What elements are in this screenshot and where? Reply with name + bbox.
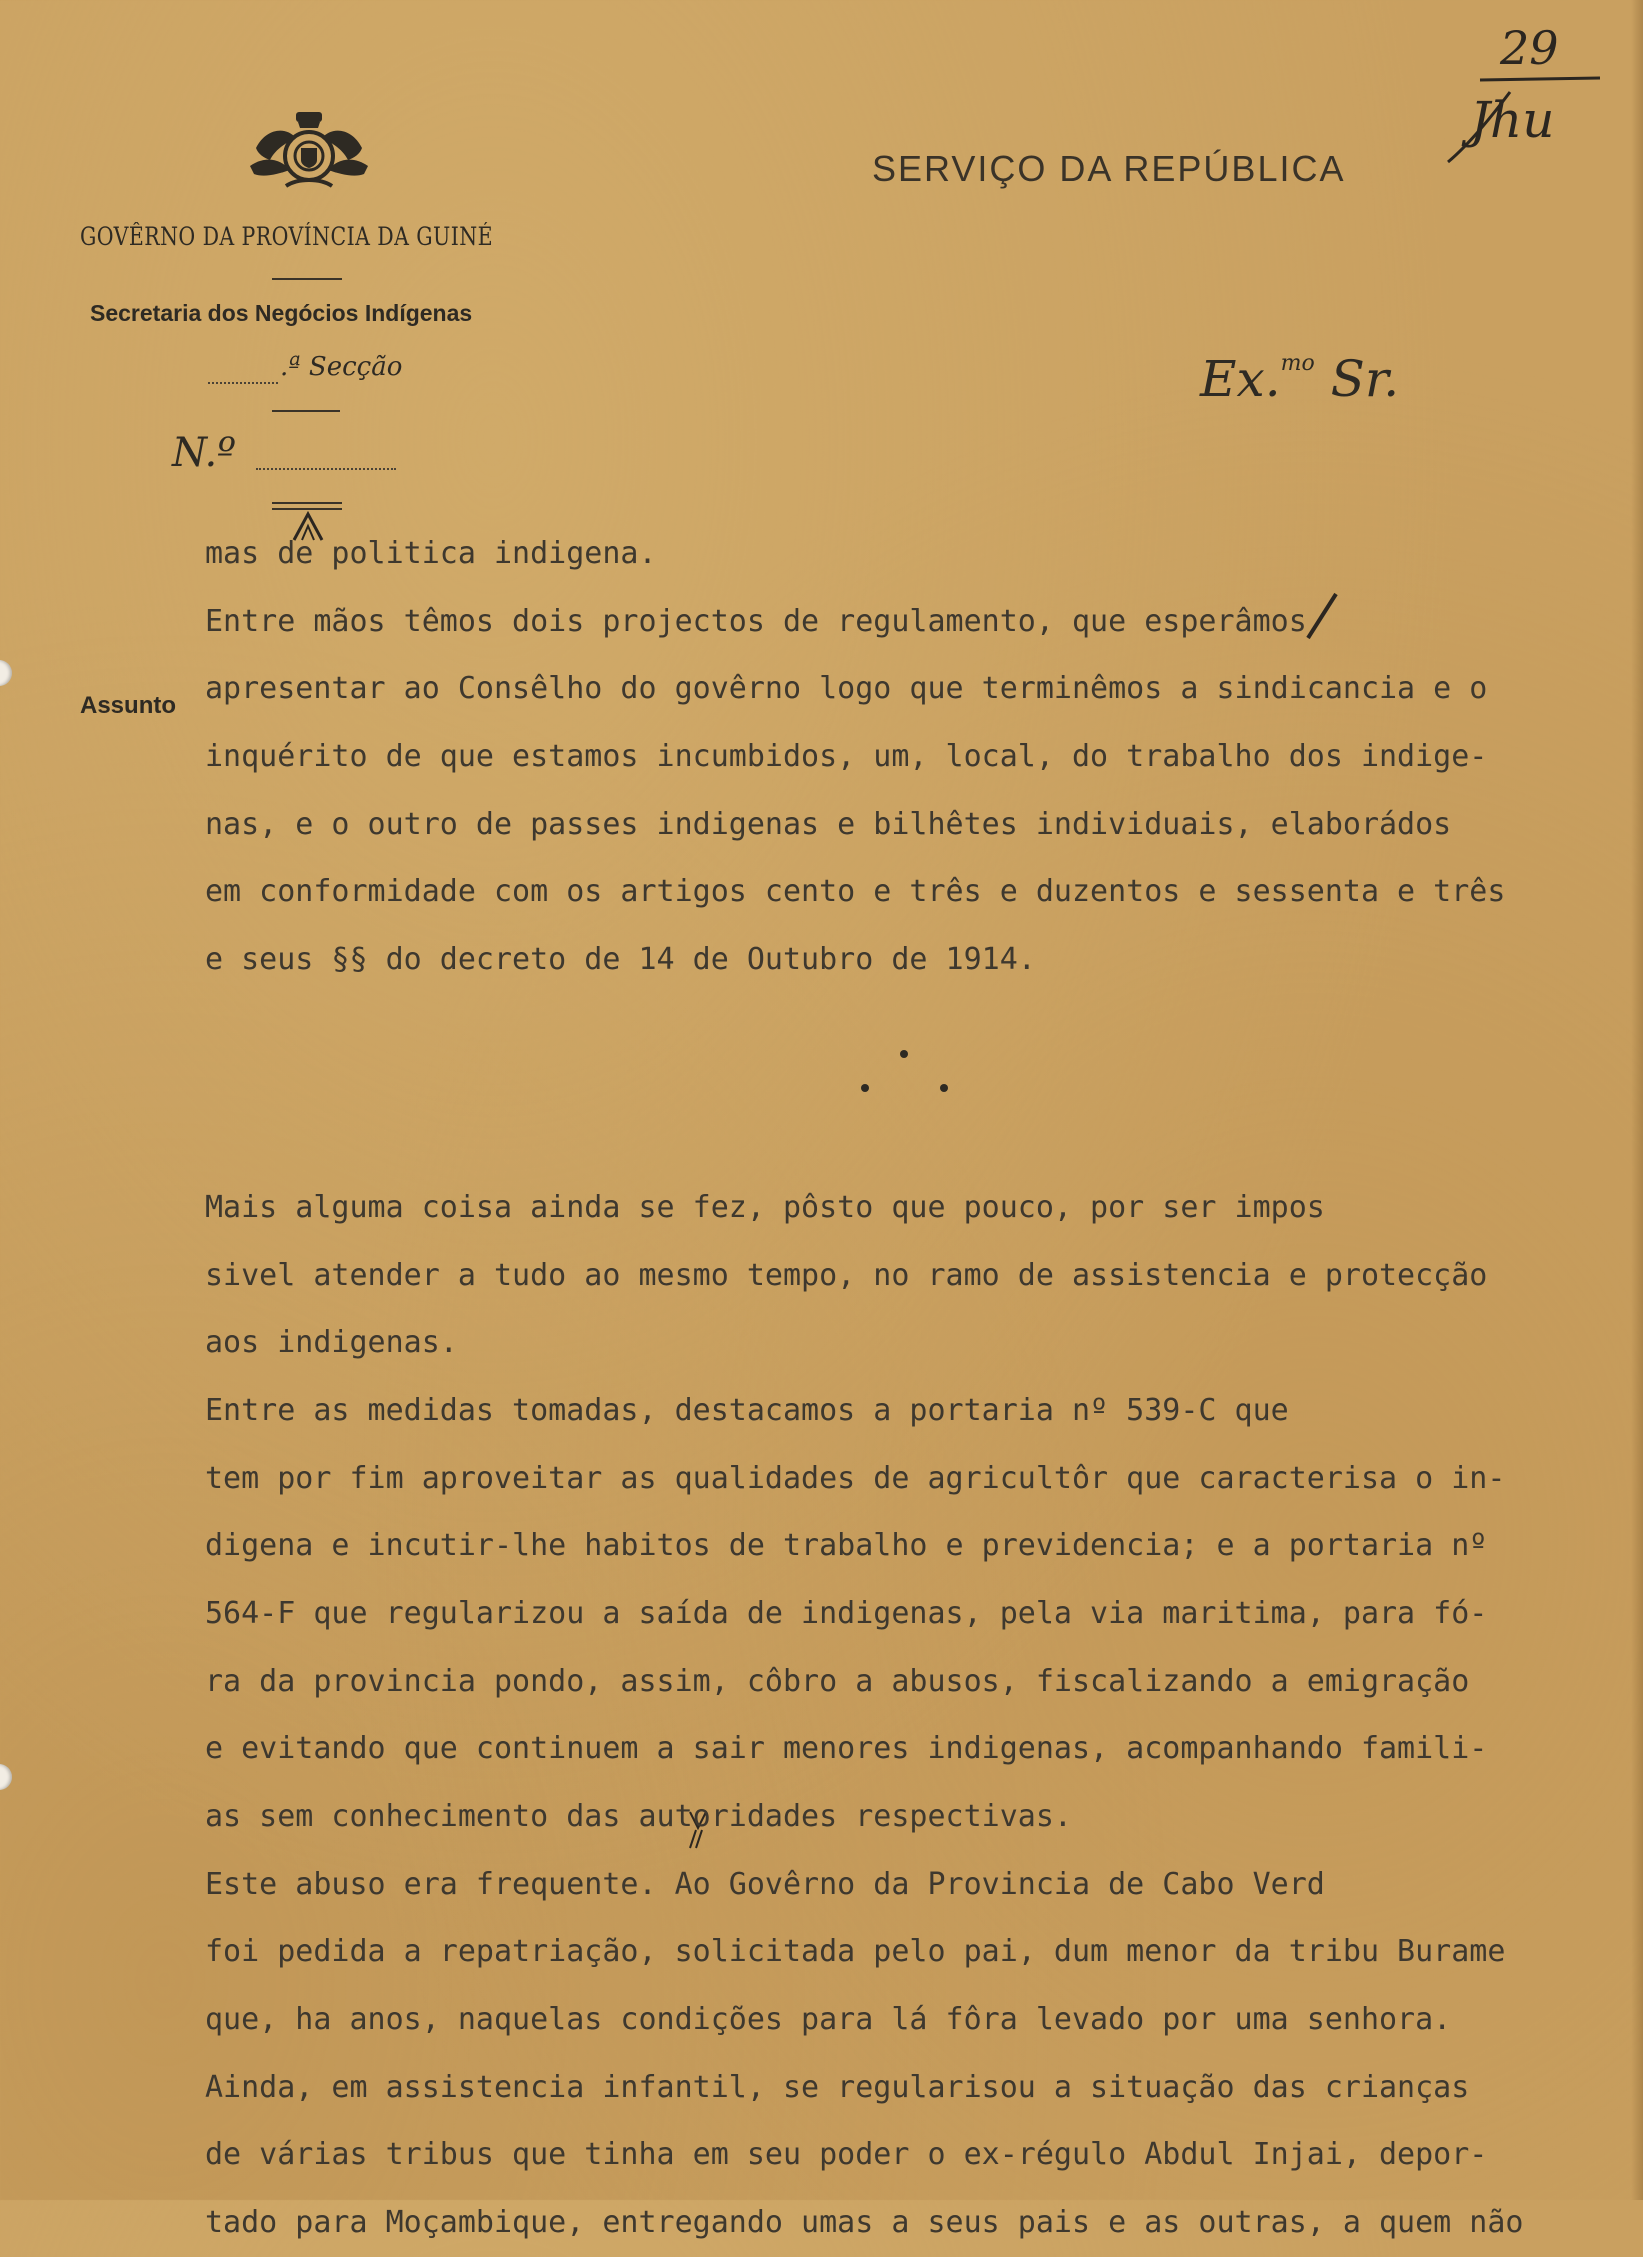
body-line: tem por fim aproveitar as qualidades de agricultôr que caracterisa o in-: [205, 1460, 1506, 1496]
body-line: e evitando que continuem a sair menores indigenas, acompanhando famili-: [205, 1731, 1488, 1767]
separator-dot: [861, 1084, 869, 1092]
section-separator: [205, 994, 1635, 1174]
body-line: que, ha anos, naquelas condições para lá fôra levado por uma senhora.: [205, 2002, 1452, 2038]
punch-hole-bottom: [0, 1764, 12, 1790]
body-line: aos indigenas.: [205, 1325, 458, 1361]
body-line: mas de politica indigena.: [205, 536, 657, 571]
number-label: N.º: [172, 430, 236, 476]
salutation-sup: mo: [1280, 351, 1315, 376]
letter-body: [205, 520, 1635, 2257]
punch-hole-top: [0, 660, 12, 686]
salutation-end: Sr.: [1314, 350, 1400, 408]
divider-3: [272, 502, 342, 504]
salutation: [1200, 350, 1399, 408]
body-line: em conformidade com os artigos cento e três e duzentos e sessenta e três: [205, 874, 1506, 910]
body-line: Ainda, em assistencia infantil, se regularisou a situação das crianças: [205, 2069, 1470, 2105]
body-line: nas, e o outro de passes indigenas e bilhêtes individuais, elaborádos: [205, 806, 1452, 842]
section-label: .ª Secção: [280, 352, 403, 382]
secretariat-title: Secretaria dos Negócios Indígenas: [90, 300, 473, 326]
separator-dot: [900, 1050, 908, 1058]
section-field-line: [208, 360, 278, 384]
body-line: 564-F que regularizou a saída de indigenas, pela via maritima, para fó-: [205, 1595, 1488, 1631]
body-line: as sem conhecimento das autoridades respectivas.: [205, 1799, 1072, 1834]
salutation-main: Ex.: [1200, 350, 1281, 408]
initials: Jhu: [1470, 91, 1555, 149]
body-line: e seus §§ do decreto de 14 de Outubro de 1914.: [205, 942, 1036, 978]
coat-of-arms-icon: [246, 108, 372, 198]
body-line: foi pedida a repatriação, solicitada pelo pai, dum menor da tribu Burame: [205, 1934, 1506, 1970]
service-heading: SERVIÇO DA REPÚBLICA: [872, 148, 1346, 189]
body-line: de várias tribus que tinha em seu poder o ex-régulo Abdul Injai, depor-: [205, 2137, 1488, 2173]
divider-1: [272, 278, 342, 280]
body-line: ra da provincia pondo, assim, côbro a abusos, fiscalizando a emigração: [205, 1663, 1470, 1699]
body-line: digena e incutir-lhe habitos de trabalho e previdencia; e a portaria nº: [205, 1528, 1488, 1564]
body-line: tado para Moçambique, entregando umas a seus pais e as outras, a quem não: [205, 2205, 1524, 2241]
number-field-line: [256, 468, 396, 470]
handwritten-annotation: [1440, 12, 1630, 172]
separator-dot: [940, 1084, 948, 1092]
divider-2: [272, 410, 340, 412]
body-line: apresentar ao Consêlho do govêrno logo que terminêmos a sindicancia e o: [205, 671, 1488, 707]
body-line: inquérito de que estamos incumbidos, um, local, do trabalho dos indige-: [205, 739, 1488, 775]
page-number: 29: [1500, 21, 1559, 75]
body-line: Entre mãos têmos dois projectos de regulamento, que esperâmos: [205, 603, 1307, 639]
government-title: GOVÊRNO DA PROVÍNCIA DA GUINÉ: [80, 222, 493, 251]
body-line: Entre as medidas tomadas, destacamos a portaria nº 539-C que: [205, 1392, 1289, 1428]
subject-label: Assunto: [80, 692, 176, 719]
body-line: Este abuso era frequente. Ao Govêrno da Provincia de Cabo Verd: [205, 1866, 1325, 1902]
body-line: sivel atender a tudo ao mesmo tempo, no ramo de assistencia e protecção: [205, 1257, 1488, 1293]
body-line: Mais alguma coisa ainda se fez, pôsto que pouco, por ser impos: [205, 1189, 1325, 1225]
